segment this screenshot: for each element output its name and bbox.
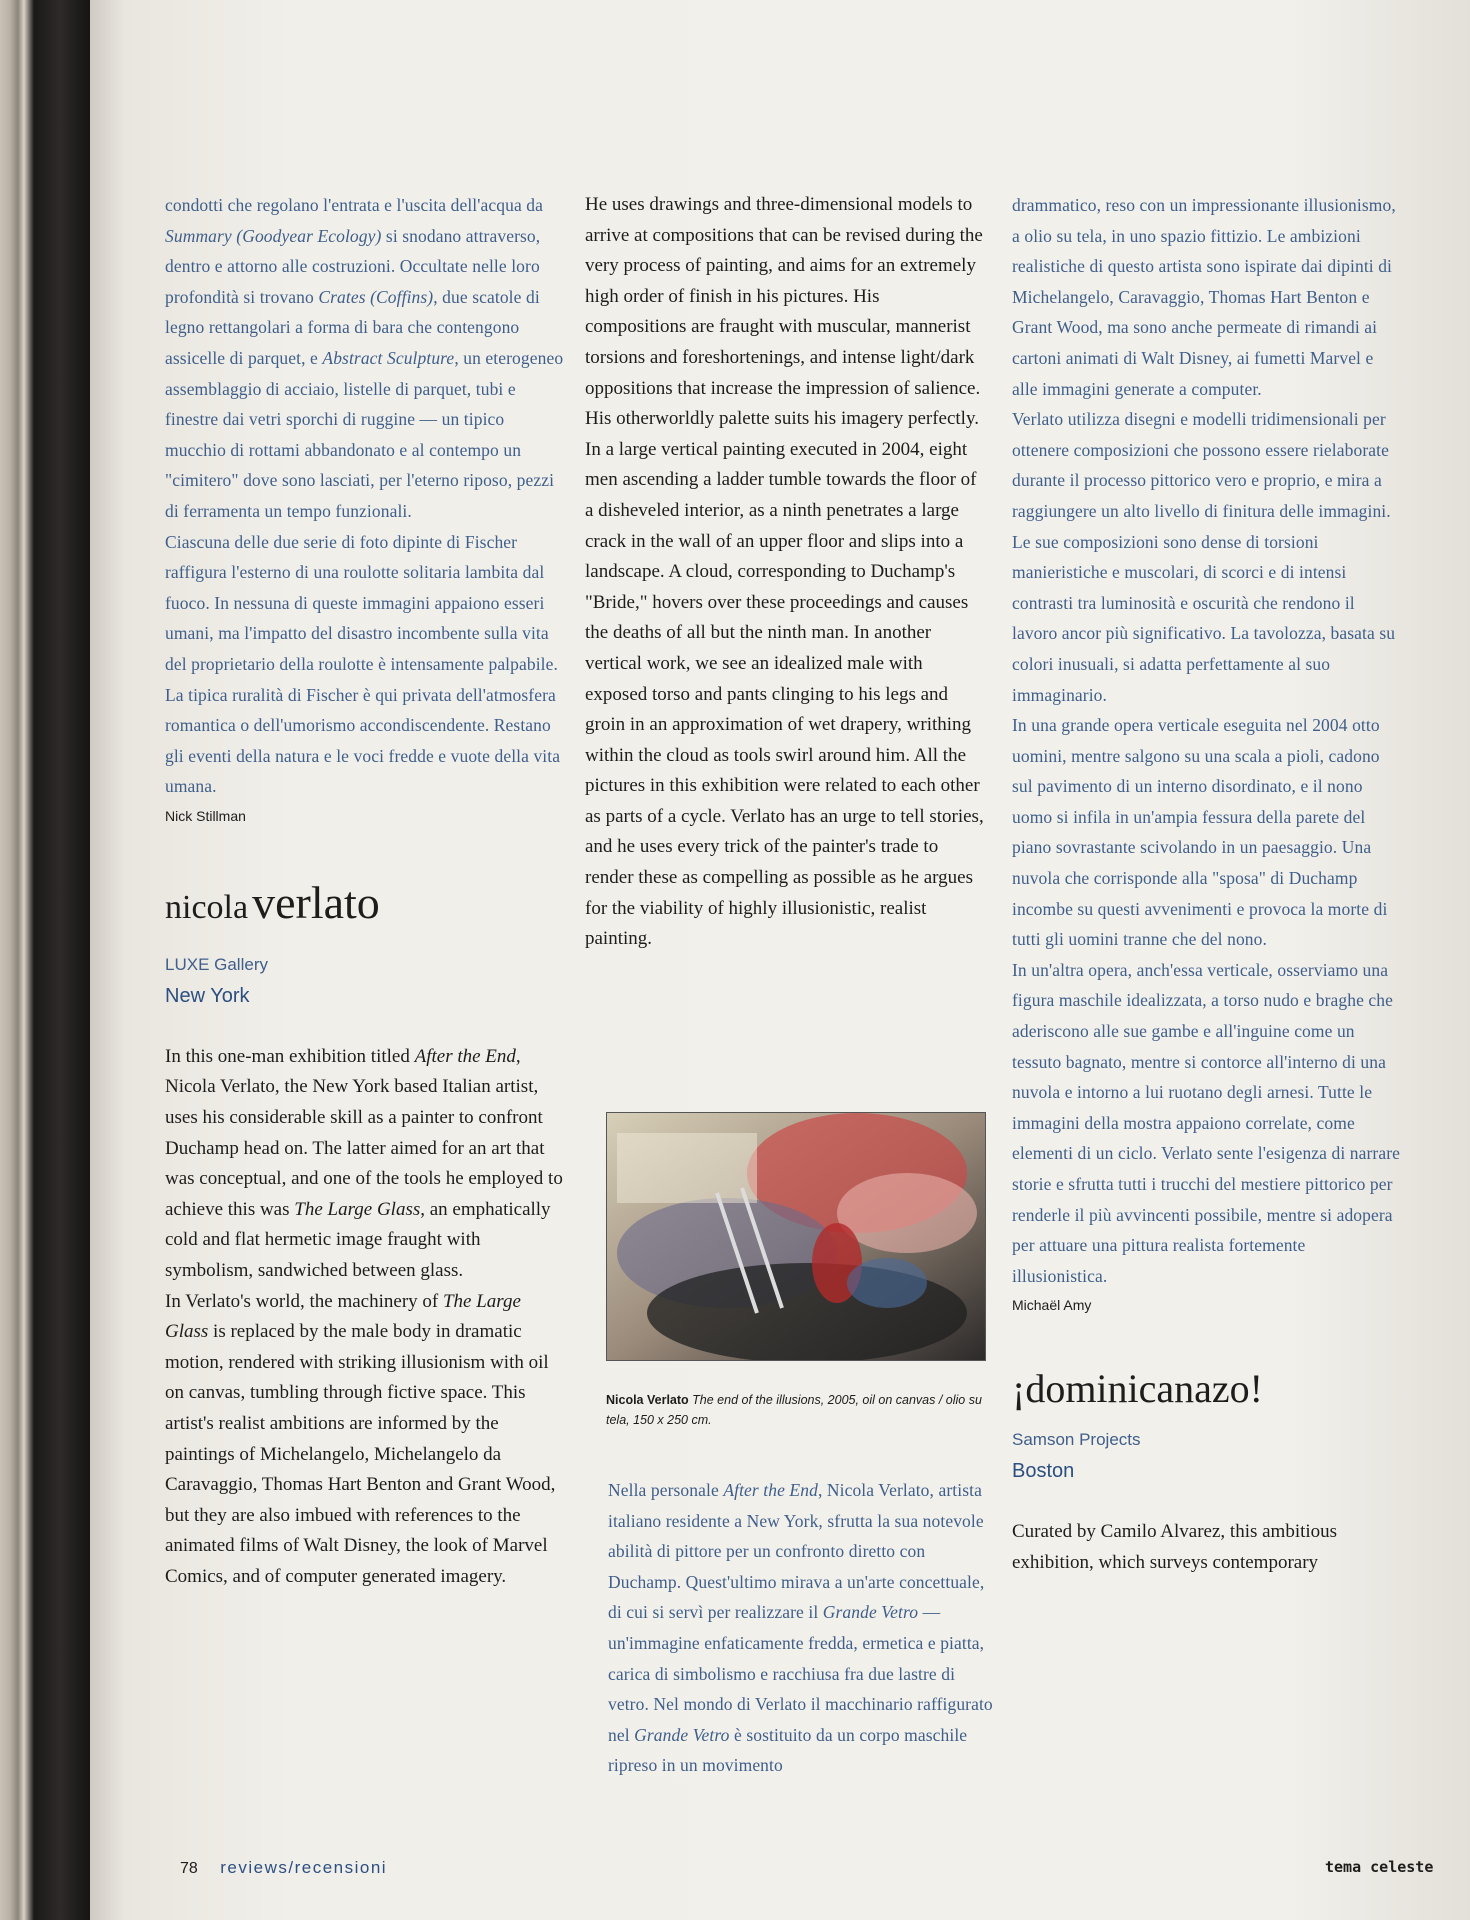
painting-caption (606, 1390, 991, 1430)
col1-italian-text (165, 190, 565, 802)
paragraph: In Verlato's world, the machinery of The Large Glass is replaced by the male body in dramatic motion, rendered with striking illusionism with oil on canvas, tumbling through fictive space. This artist's realist ambitions are informed by the paintings of Michelangelo, Michelangelo da Caravaggio, Thomas Hart Benton and Grant Wood, but they are also imbued with references to the animated films of Walt Disney, the look of Marvel Comics, and of computer generated imagery. (165, 1290, 556, 1587)
caption-details: The end of the illusions, 2005, oil on canvas / olio su tela, 150 x 250 cm. (606, 1393, 982, 1427)
paragraph: drammatico, reso con un impressionante illusionismo, a olio su tela, in uno spazio fittizio. Le ambizioni realistiche di questo artista sono ispirate dai dipinti di Michelangelo, Caravaggio, Thomas Hart Benton e Grant Wood, ma sono anche permeate di rimandi ai cartoni animati di Walt Disney, ai fumetti Marvel e alle immagini generate a computer. (1012, 195, 1396, 399)
painting-illustration (607, 1113, 985, 1360)
col3-italian-text (1012, 190, 1402, 1291)
paragraph: Curated by Camilo Alvarez, this ambitious exhibition, which surveys contemporary (1012, 1521, 1338, 1573)
gallery-city: New York (165, 984, 250, 1007)
gallery-name: LUXE Gallery (165, 954, 268, 974)
col1-author: Nick Stillman (165, 807, 246, 824)
section-name: reviews/recensioni (220, 1858, 388, 1877)
caption-artist: Nicola Verlato (606, 1393, 689, 1407)
section-title-verlato (165, 876, 565, 929)
paragraph: In this one-man exhibition titled After the End, Nicola Verlato, the New York based Italian artist, uses his considerable skill as a painter to confront Duchamp head on. The latter aimed for an art that was conceptual, and one of the tools he employed to achieve this was The Large Glass, an emphatically cold and flat hermetic image fraught with symbolism, sandwiched between glass. (165, 1045, 563, 1282)
painting-image (606, 1112, 986, 1361)
footer-left (180, 1858, 387, 1878)
col2-italian-text (608, 1475, 998, 1781)
title-first-name: nicola (165, 888, 249, 926)
paragraph: In un'altra opera, anch'essa verticale, osserviamo una figura maschile idealizzata, a torso nudo e braghe che aderiscono alle sue gambe e all'inguine come un tessuto bagnato, mentre si contorce all'interno di una nuvola e intorno a lui ruotano degli arnesi. Tutte le immagini della mostra appaiono correlate, come elementi di un ciclo. Verlato sente l'esigenza di narrare storie e sfrutta tutti i trucchi del mestiere pittorico per renderle il più avvincenti possibile, mentre si adopera per attuare una pittura realista fortemente illusionistica. (1012, 959, 1401, 1286)
title-dominicanazo: ¡dominicanazo! (1012, 1366, 1263, 1412)
column-2 (585, 190, 985, 955)
paragraph: He uses drawings and three-dimensional models to arrive at compositions that can be revised during the very process of painting, and aims for an extremely high order of finish in his pictures. His compositions are fraught with muscular, mannerist torsions and foreshortenings, and intense light/dark oppositions that increase the impression of salience. His otherworldly palette suits his imagery perfectly. (585, 194, 983, 430)
paragraph: In a large vertical painting executed in 2004, eight men ascending a ladder tumble towards the floor of a disheveled interior, as a ninth penetrates a large crack in the wall of an upper floor and slips into a landscape. A cloud, corresponding to Duchamp's "Bride," hovers over these proceedings and causes the deaths of all but the ninth man. In another vertical work, we see an idealized male with exposed torso and pants clinging to his legs and groin in an approximation of wet drapery, writhing within the cloud as tools swirl around him. All the pictures in this exhibition were related to each other as parts of a cycle. Verlato has an urge to tell stories, and he uses every trick of the painter's trade to render these as compelling as possible as he argues for the viability of highly illusionistic, realist painting. (585, 438, 984, 950)
paragraph: Nella personale After the End, Nicola Verlato, artista italiano residente a New York, sfrutta la sua notevole abilità di pittore per un confronto diretto con Duchamp. Quest'ultimo mirava a un'arte concettuale, di cui si servì per realizzare il Grande Vetro — un'immagine enfaticamente fredda, ermetica e piatta, carica di simbolismo e racchiusa fra due lastre di vetro. Nel mondo di Verlato il macchinario raffigurato nel Grande Vetro è sostituito da un corpo maschile ripreso in un movimento (608, 1480, 993, 1776)
magazine-name: tema celeste (1325, 1858, 1434, 1876)
col3-english-text (1012, 1517, 1402, 1578)
magazine-page (90, 0, 1470, 1920)
magazine-page-edges (0, 0, 95, 1920)
column-3 (1012, 190, 1402, 1579)
column-2-italian (608, 1475, 998, 1781)
page-number: 78 (180, 1860, 198, 1877)
section-title-dominicanazo (1012, 1365, 1402, 1412)
gallery-city-boston: Boston (1012, 1460, 1075, 1483)
paragraph: condotti che regolano l'entrata e l'uscita dell'acqua da Summary (Goodyear Ecology) si snodano attraverso, dentro e attorno alle costruzioni. Occultate nelle loro profondità si trovano Crates (Coffins), due scatole di legno rettangolari a forma di bara che contengono assicelle di parquet, e Abstract Sculpture, un eterogeneo assemblaggio di acciaio, listelle di parquet, tubi e finestre dai vetri sporchi di ruggine — un tipico mucchio di rottami abbandonato e al contempo un "cimitero" dove sono lasciati, per l'eterno riposo, pezzi di ferramenta un tempo funzionali. (165, 195, 564, 521)
column-1 (165, 190, 565, 1593)
title-last-name: verlato (252, 876, 380, 928)
col1-english-text (165, 1042, 565, 1593)
col3-author: Michaël Amy (1012, 1297, 1092, 1314)
paragraph: Verlato utilizza disegni e modelli tridimensionali per ottenere composizioni che possono essere rielaborate durante il processo pittorico vero e proprio, e mira a raggiungere un alto livello di finitura delle immagini. Le sue composizioni sono dense di torsioni manieristiche e muscolari, di scorci e di intensi contrasti tra luminosità e oscurità che rendono il lavoro ancor più significativo. La tavolozza, basata su colori inusuali, si adatta perfettamente al suo immaginario. (1012, 409, 1396, 705)
gallery-name-samson: Samson Projects (1012, 1430, 1141, 1450)
paragraph: Ciascuna delle due serie di foto dipinte di Fischer raffigura l'esterno di una roulotte solitaria lambita dal fuoco. In nessuna di queste immagini appaiono esseri umani, ma l'impatto del disastro incombente sulla vita del proprietario della roulotte è intensamente palpabile. La tipica ruralità di Fischer è qui privata dell'atmosfera romantica o dell'umorismo accondiscendente. Restano gli eventi della natura e le voci fredde e vuote della vita umana. (165, 531, 561, 797)
col2-english-text (585, 190, 985, 955)
paragraph: In una grande opera verticale eseguita nel 2004 otto uomini, mentre salgono su una scala a pioli, cadono sul pavimento di un interno disordinato, e il nono uomo si infila in un'ampia fessura della parete del piano sovrastante scivolando in un paesaggio. Una nuvola che corrisponde alla "sposa" di Duchamp incombe su questi avvenimenti e provoca la morte di tutti gli uomini tranne che del nono. (1012, 715, 1388, 950)
